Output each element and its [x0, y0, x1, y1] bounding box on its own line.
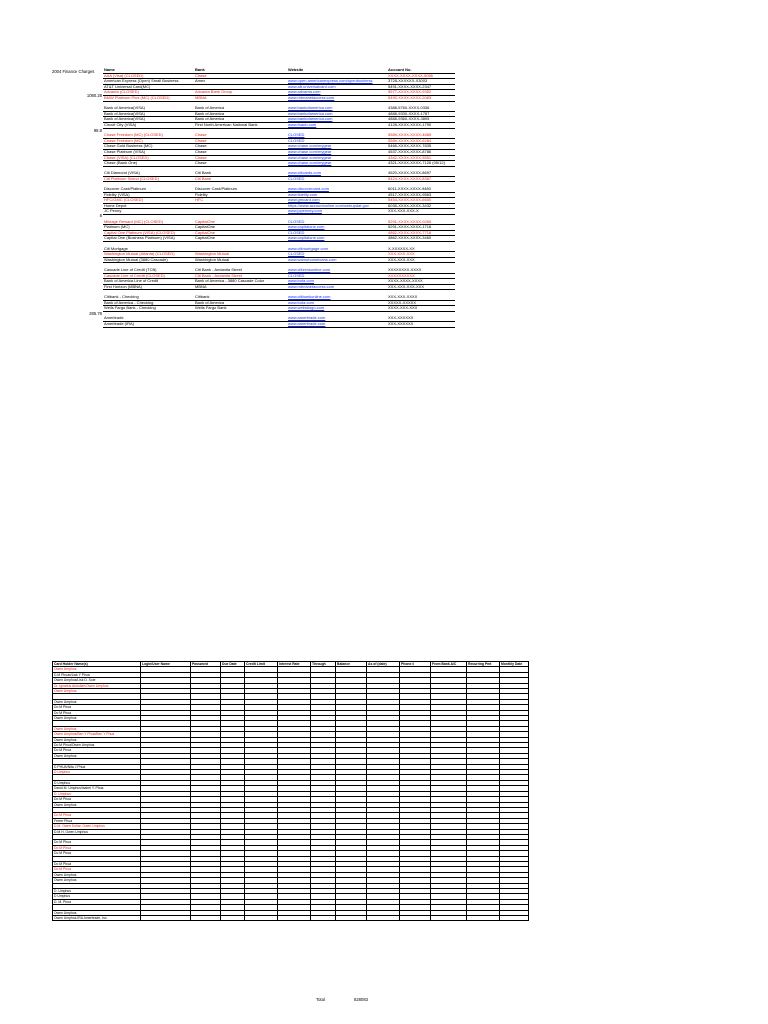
card-cell: D.M Phuas/Lisk Y Phua: [53, 672, 141, 677]
account-cell: Home Depot: [103, 203, 194, 209]
account-cell: 5291-XXXX-XXXX-1716: [387, 225, 455, 231]
account-cell: 4388-5760-XXXX-0336: [387, 106, 455, 111]
account-cell: Amex: [194, 79, 287, 85]
card-cell: [467, 915, 500, 920]
card-cell: D.M.H, Owen Umphus: [53, 829, 141, 834]
cards-header-cell: Balance: [336, 662, 367, 667]
account-cell: Cascade Line of Credit (TCB): [103, 268, 194, 273]
account-cell: American Express (Open) Small Business: [103, 79, 194, 85]
account-cell: Bank of America(VISA): [103, 117, 194, 123]
cards-header-cell: Card Holder Name(s): [53, 662, 141, 667]
account-cell: Chase: [194, 133, 287, 138]
card-cell: Do M Phua: [53, 851, 141, 856]
finance-amount: 8: [99, 213, 102, 218]
account-cell: 3728-XXXXXX-X3003: [387, 79, 455, 85]
account-cell: Citi Bank: [194, 176, 287, 182]
card-cell: Do M Phua: [53, 813, 141, 818]
card-cell: D Umphus: [53, 770, 141, 775]
account-cell: Chase: [194, 73, 287, 79]
account-cell: Cascade Line of Credit (CLOSED): [103, 273, 194, 279]
account-cell: Washington Mutual: [194, 252, 287, 258]
account-cell: CapitalOne: [194, 236, 287, 242]
account-cell: Citi Bank - Andantia Street: [194, 273, 287, 279]
cards-header-cell: Login/User Name: [141, 662, 191, 667]
account-cell: Chase (Bank One): [103, 161, 194, 167]
account-cell: Chase: [194, 161, 287, 167]
account-cell: 4342-XXXX-XXXX-5551: [387, 155, 455, 161]
account-cell: XXX-XXX-XXXX: [387, 295, 455, 300]
account-website-link[interactable]: www.wellsfargo.com: [287, 306, 387, 312]
account-cell: Bank of America: [194, 106, 287, 111]
account-cell: 5466-XXXX-XXXX-7835: [387, 144, 455, 150]
card-cell: Owen Umphus: [53, 910, 141, 915]
cards-header-cell: Interest Rate: [278, 662, 311, 667]
account-cell: Ameritrade: [103, 316, 194, 321]
account-cell: Advanta Bank Group: [194, 90, 287, 96]
account-website-link[interactable]: CLOSED: [287, 176, 387, 182]
account-cell: 5589-XXXX-XXXX-4689: [387, 133, 455, 138]
account-cell: XXX-XXX-XXX: [387, 252, 455, 258]
finance-amount: 98.8: [93, 128, 102, 133]
account-website-link[interactable]: www.bankofamerica.com: [287, 106, 387, 111]
account-website-link[interactable]: CLOSED: [287, 220, 387, 225]
account-cell: Washington Mutual (Atlanta) (CLOSED): [103, 252, 194, 258]
card-cell: Owen Umphus: [53, 753, 141, 758]
account-cell: Chase Platinum (VISA): [103, 149, 194, 155]
account-cell: Circuit City (VISA): [103, 122, 194, 128]
card-cell: Owen Umphus: [53, 699, 141, 704]
account-cell: 5490-XXXX-XXXX-2083: [387, 95, 455, 101]
accounts-table: [103, 68, 455, 328]
finance-amount: 1080.28: [86, 93, 102, 98]
account-cell: Advanta (CLOSED): [103, 90, 194, 96]
account-cell: 4862-XXXX-XXXX-3460: [387, 236, 455, 242]
total-value: 828083: [354, 997, 368, 1002]
account-website-link[interactable]: www.mbnanetaccess.com: [287, 284, 387, 290]
account-cell: MBNA: [194, 284, 287, 290]
account-website-link[interactable]: www.chase.com/mygear: [287, 149, 387, 155]
card-cell: Owen Umphus: [53, 667, 141, 672]
card-cell: Do M Phua: [53, 705, 141, 710]
account-website-link[interactable]: www.chase.com/mygear: [287, 144, 387, 150]
account-website-link[interactable]: www.advanta.com: [287, 90, 387, 96]
account-cell: 5577-XXXX-XXXX-9352: [387, 90, 455, 96]
account-cell: XXXXXXXX-XXXX: [387, 268, 455, 273]
account-cell: Bank of America: [194, 111, 287, 117]
account-website-link[interactable]: https://www.accountonline.com/webupdat.gov: [287, 203, 387, 209]
card-cell: [367, 915, 400, 920]
account-website-link[interactable]: www.bankofamerica.com: [287, 117, 387, 123]
account-website-link[interactable]: www.capitalone.com: [287, 236, 387, 242]
account-cell: 4888-9330-XXXX-1787: [387, 111, 455, 117]
account-cell: XXXXX-XXXXX: [387, 300, 455, 306]
card-cell: [400, 915, 431, 920]
account-cell: Bank of America: [194, 117, 287, 123]
account-cell: [194, 321, 287, 327]
account-cell: 4862-XXXX-XXXX-7716: [387, 230, 455, 236]
card-cell: Dr. Ignatius Abdullah/Owen Umphus: [53, 683, 141, 688]
accounts-header-cell: Account No.: [387, 68, 455, 73]
account-website-link[interactable]: www.citizensonline.com: [287, 268, 387, 273]
card-cell: D PHUA/Nita J Phua: [53, 764, 141, 769]
account-cell: Capital One Platinum (VISA) (CLOSED): [103, 230, 194, 236]
account-website-link[interactable]: www.ameritrade.com: [287, 321, 387, 327]
finance-charges-label: 2004 Finance Charges: [52, 69, 95, 74]
account-website-link[interactable]: www.citicards.com: [287, 171, 387, 176]
card-cell: Owen Umphus: [53, 689, 141, 694]
card-cell: [141, 915, 191, 920]
account-cell: CapitalOne: [194, 225, 287, 231]
account-cell: First Horizon (MBNA): [103, 284, 194, 290]
card-cell: Owen Umphus: [53, 716, 141, 721]
card-cell: [278, 915, 311, 920]
account-cell: CapitalOne: [194, 230, 287, 236]
account-cell: Chase: [194, 144, 287, 150]
account-cell: MBNA: [194, 95, 287, 101]
account-website-link[interactable]: CLOSED: [287, 138, 387, 144]
account-cell: 4517-XXXX-XXXX-9563: [387, 192, 455, 198]
card-cell: Do M Phua: [53, 797, 141, 802]
account-cell: Chase Gold Business (MC): [103, 144, 194, 150]
account-cell: 4537-XXXX-XXXX-8786: [387, 149, 455, 155]
account-cell: XXXX-XXX-XXX: [387, 306, 455, 312]
account-website-link[interactable]: www.wamuhomeloans.com: [287, 257, 387, 263]
account-cell: Fidelity (VISA): [103, 192, 194, 198]
account-cell: Citi Diamond (VISA): [103, 171, 194, 176]
card-cell: [191, 915, 221, 920]
account-cell: JC Penny: [103, 209, 194, 215]
cards-table: [52, 661, 529, 921]
card-cell: Do M Phua: [53, 710, 141, 715]
account-cell: Bank of America - Checking: [103, 300, 194, 306]
account-website-link[interactable]: www.fidelity.com: [287, 192, 387, 198]
card-cell: Do M Phua: [53, 840, 141, 845]
account-cell: 5491-XXXX-XXXX-2347: [387, 84, 455, 90]
account-cell: Chase Freedom (MC): [103, 138, 194, 144]
card-cell: D Umphus: [53, 894, 141, 899]
account-website-link[interactable]: www.fnanb.com: [287, 122, 387, 128]
account-cell: 4321-XXXX-XXXX-7126 (05/12): [387, 161, 455, 167]
account-cell: Mileage Reward (MC) (CLOSED): [103, 220, 194, 225]
account-cell: 5589-XXXX-XXXX-6284: [387, 138, 455, 144]
cards-header-cell: Due Date: [221, 662, 245, 667]
cards-header-cell: Through: [311, 662, 336, 667]
account-website-link[interactable]: www.att.universalcard.com: [287, 84, 387, 90]
account-cell: 6011-XXXX-XXXX-9480: [387, 187, 455, 192]
card-cell: Do M Phua: [53, 748, 141, 753]
account-cell: AAA (Visa) (CLOSED): [103, 73, 194, 79]
account-cell: XXX-XXXXXX: [387, 316, 455, 321]
account-cell: Chase: [194, 155, 287, 161]
account-website-link[interactable]: www.jcpenney.com: [287, 209, 387, 215]
account-website-link[interactable]: www.discovercard.com: [287, 187, 387, 192]
account-cell: CapitalOne: [194, 220, 287, 225]
card-cell: Owen Umphus: [53, 872, 141, 877]
account-website-link[interactable]: www.capitalone.com: [287, 225, 387, 231]
accounts-header-cell: Website: [287, 68, 387, 73]
cards-header-cell: As of (date): [367, 662, 400, 667]
account-cell: XXX-XXX-XXX: [387, 257, 455, 263]
account-cell: Ameritrade (IRA): [103, 321, 194, 327]
card-cell: Owen Umphus: [53, 726, 141, 731]
account-cell: 4888-9360-XXXX-3895: [387, 117, 455, 123]
accounts-header-cell: Bank: [194, 68, 287, 73]
account-cell: Chase: [194, 149, 287, 155]
account-cell: HFC: [194, 198, 287, 204]
account-cell: HFC/GMC (CLOSED): [103, 198, 194, 204]
account-website-link[interactable]: CLOSED: [287, 273, 387, 279]
account-cell: Citibank: [194, 295, 287, 300]
account-cell: Platinum (MC): [103, 225, 194, 231]
account-website-link[interactable]: www.chase.com/mygear: [287, 155, 387, 161]
account-cell: Wells Fargo Bank - Checking: [103, 306, 194, 312]
account-cell: 4128-XXXX-XXXX-1790: [387, 122, 455, 128]
account-website-link[interactable]: www.open.americanexpress.com/openbusiness: [287, 79, 387, 85]
account-website-link[interactable]: www.bofa.com: [287, 300, 387, 306]
account-cell: 5291-XXXX-XXXX-0265: [387, 220, 455, 225]
account-cell: Capital One (Business Platinum) (VISA): [103, 236, 194, 242]
card-cell: D. M. Phua: [53, 899, 141, 904]
account-cell: Bank of America Line of Credit: [103, 279, 194, 285]
account-cell: Fidelity: [194, 192, 287, 198]
account-cell: XXXX-XXXX-XXXX-9056: [387, 73, 455, 79]
account-row: [103, 321, 455, 327]
account-cell: Bank of America - 3880 Cascade Color: [194, 279, 287, 285]
card-cell: Do M Phua: [53, 867, 141, 872]
account-cell: XXX-XXXXXX: [387, 321, 455, 327]
accounts-header-cell: Name: [103, 68, 194, 73]
account-cell: 6035-XXXX-XXXX-3432: [387, 203, 455, 209]
account-cell: Citi Mortgage: [103, 247, 194, 252]
account-cell: Washington Mutual (3880 Cascade): [103, 257, 194, 263]
account-cell: Washington Mutual: [194, 257, 287, 263]
card-row: [53, 915, 529, 920]
account-cell: Chase Freedom (MC) (CLOSED): [103, 133, 194, 138]
account-cell: 5454-XXXX-XXXX-6650: [387, 198, 455, 204]
card-cell: [221, 915, 245, 920]
account-website-link[interactable]: www.chase.com/mygear: [287, 161, 387, 167]
cards-header-cell: Monthly Date: [500, 662, 529, 667]
account-website-link[interactable]: CLOSED: [287, 133, 387, 138]
card-cell: Do M Phua: [53, 845, 141, 850]
card-cell: Owen Umphus/Lisk D. Sole: [53, 678, 141, 683]
card-cell: David M. Umphus/Isabel Y. Phua: [53, 786, 141, 791]
account-cell: Bank of America(VISA): [103, 106, 194, 111]
account-website-link[interactable]: www.ameritrade.com: [287, 316, 387, 321]
card-cell: [431, 915, 467, 920]
account-cell: Bank of America(VISA): [103, 111, 194, 117]
account-website-link[interactable]: www.citimortgage.com: [287, 247, 387, 252]
account-website-link[interactable]: www.citibankonline.com: [287, 295, 387, 300]
account-cell: Wells Fargo Bank: [194, 306, 287, 312]
finance-amount: 285.78: [89, 311, 102, 316]
account-cell: XXXX-XXXX-XXXX: [387, 279, 455, 285]
card-cell: [311, 915, 336, 920]
account-cell: Discover Card/Platinum: [194, 187, 287, 192]
card-cell: Owen Umphus/Ben Y Phua/Ben Y Phua: [53, 732, 141, 737]
account-cell: 5424-XXXX-XXXX-8367: [387, 176, 455, 182]
card-cell: Do M Phua/Owen Umphus: [53, 743, 141, 748]
card-cell: [245, 915, 278, 920]
account-cell: AT&T Universal Card(MC): [103, 84, 194, 90]
card-cell: [500, 915, 529, 920]
card-cell: Ferrer Phua: [53, 818, 141, 823]
account-website-link[interactable]: CLOSED: [287, 230, 387, 236]
card-cell: Owen Umphus: [53, 802, 141, 807]
account-cell: 4520-XXXX-XXXX-8697: [387, 171, 455, 176]
account-cell: BMW Platinum Plus (MC) (CLOSED): [103, 95, 194, 101]
total-label: Total: [316, 997, 325, 1002]
card-cell: Owen Umphus IRA Ameritrade, Inc.: [53, 915, 141, 920]
account-website-link[interactable]: CLOSED: [287, 252, 387, 258]
account-cell: Bank of America: [194, 300, 287, 306]
cards-header-cell: Recurring Pmt: [467, 662, 500, 667]
account-cell: Discover Card/Platinum: [103, 187, 194, 192]
account-cell: Citi Bank - Andantia Street: [194, 268, 287, 273]
account-cell: Citibank - Checking: [103, 295, 194, 300]
card-cell: D Umphus: [53, 780, 141, 785]
card-cell: D. Umphus: [53, 791, 141, 796]
account-cell: X-XXXXXX-XX: [387, 247, 455, 252]
card-cell: D. Umphus: [53, 888, 141, 893]
card-cell: D.M. Owen Dollar, Owen Umphus: [53, 824, 141, 829]
cards-header-cell: From Bank A/C: [431, 662, 467, 667]
account-website-link[interactable]: www.bofa.com: [287, 279, 387, 285]
card-cell: Do M Phua: [53, 861, 141, 866]
card-cell: Owen Umphus: [53, 878, 141, 883]
account-cell: Citi Bank: [194, 171, 287, 176]
account-cell: Chase (VISA) (CLOSED): [103, 155, 194, 161]
account-website-link[interactable]: www.mbnanetaccess.com: [287, 95, 387, 101]
account-cell: Chase: [194, 138, 287, 144]
account-cell: First North American National Bank: [194, 122, 287, 128]
card-cell: [336, 915, 367, 920]
account-website-link[interactable]: www.gmcard.com: [287, 198, 387, 204]
cards-header-cell: Credit Limit: [245, 662, 278, 667]
account-cell: Citi Platinum Select (CLOSED): [103, 176, 194, 182]
account-website-link[interactable]: www.bankofamerica.com: [287, 111, 387, 117]
account-cell: XXX-XXX-XXX-XXX: [387, 284, 455, 290]
cards-header-cell: Phone #: [400, 662, 431, 667]
account-cell: XXXXXXXXXX: [387, 273, 455, 279]
card-cell: Owen Umphus: [53, 737, 141, 742]
cards-header-cell: Password: [191, 662, 221, 667]
account-cell: XXX-XXX-XXX-X: [387, 209, 455, 215]
